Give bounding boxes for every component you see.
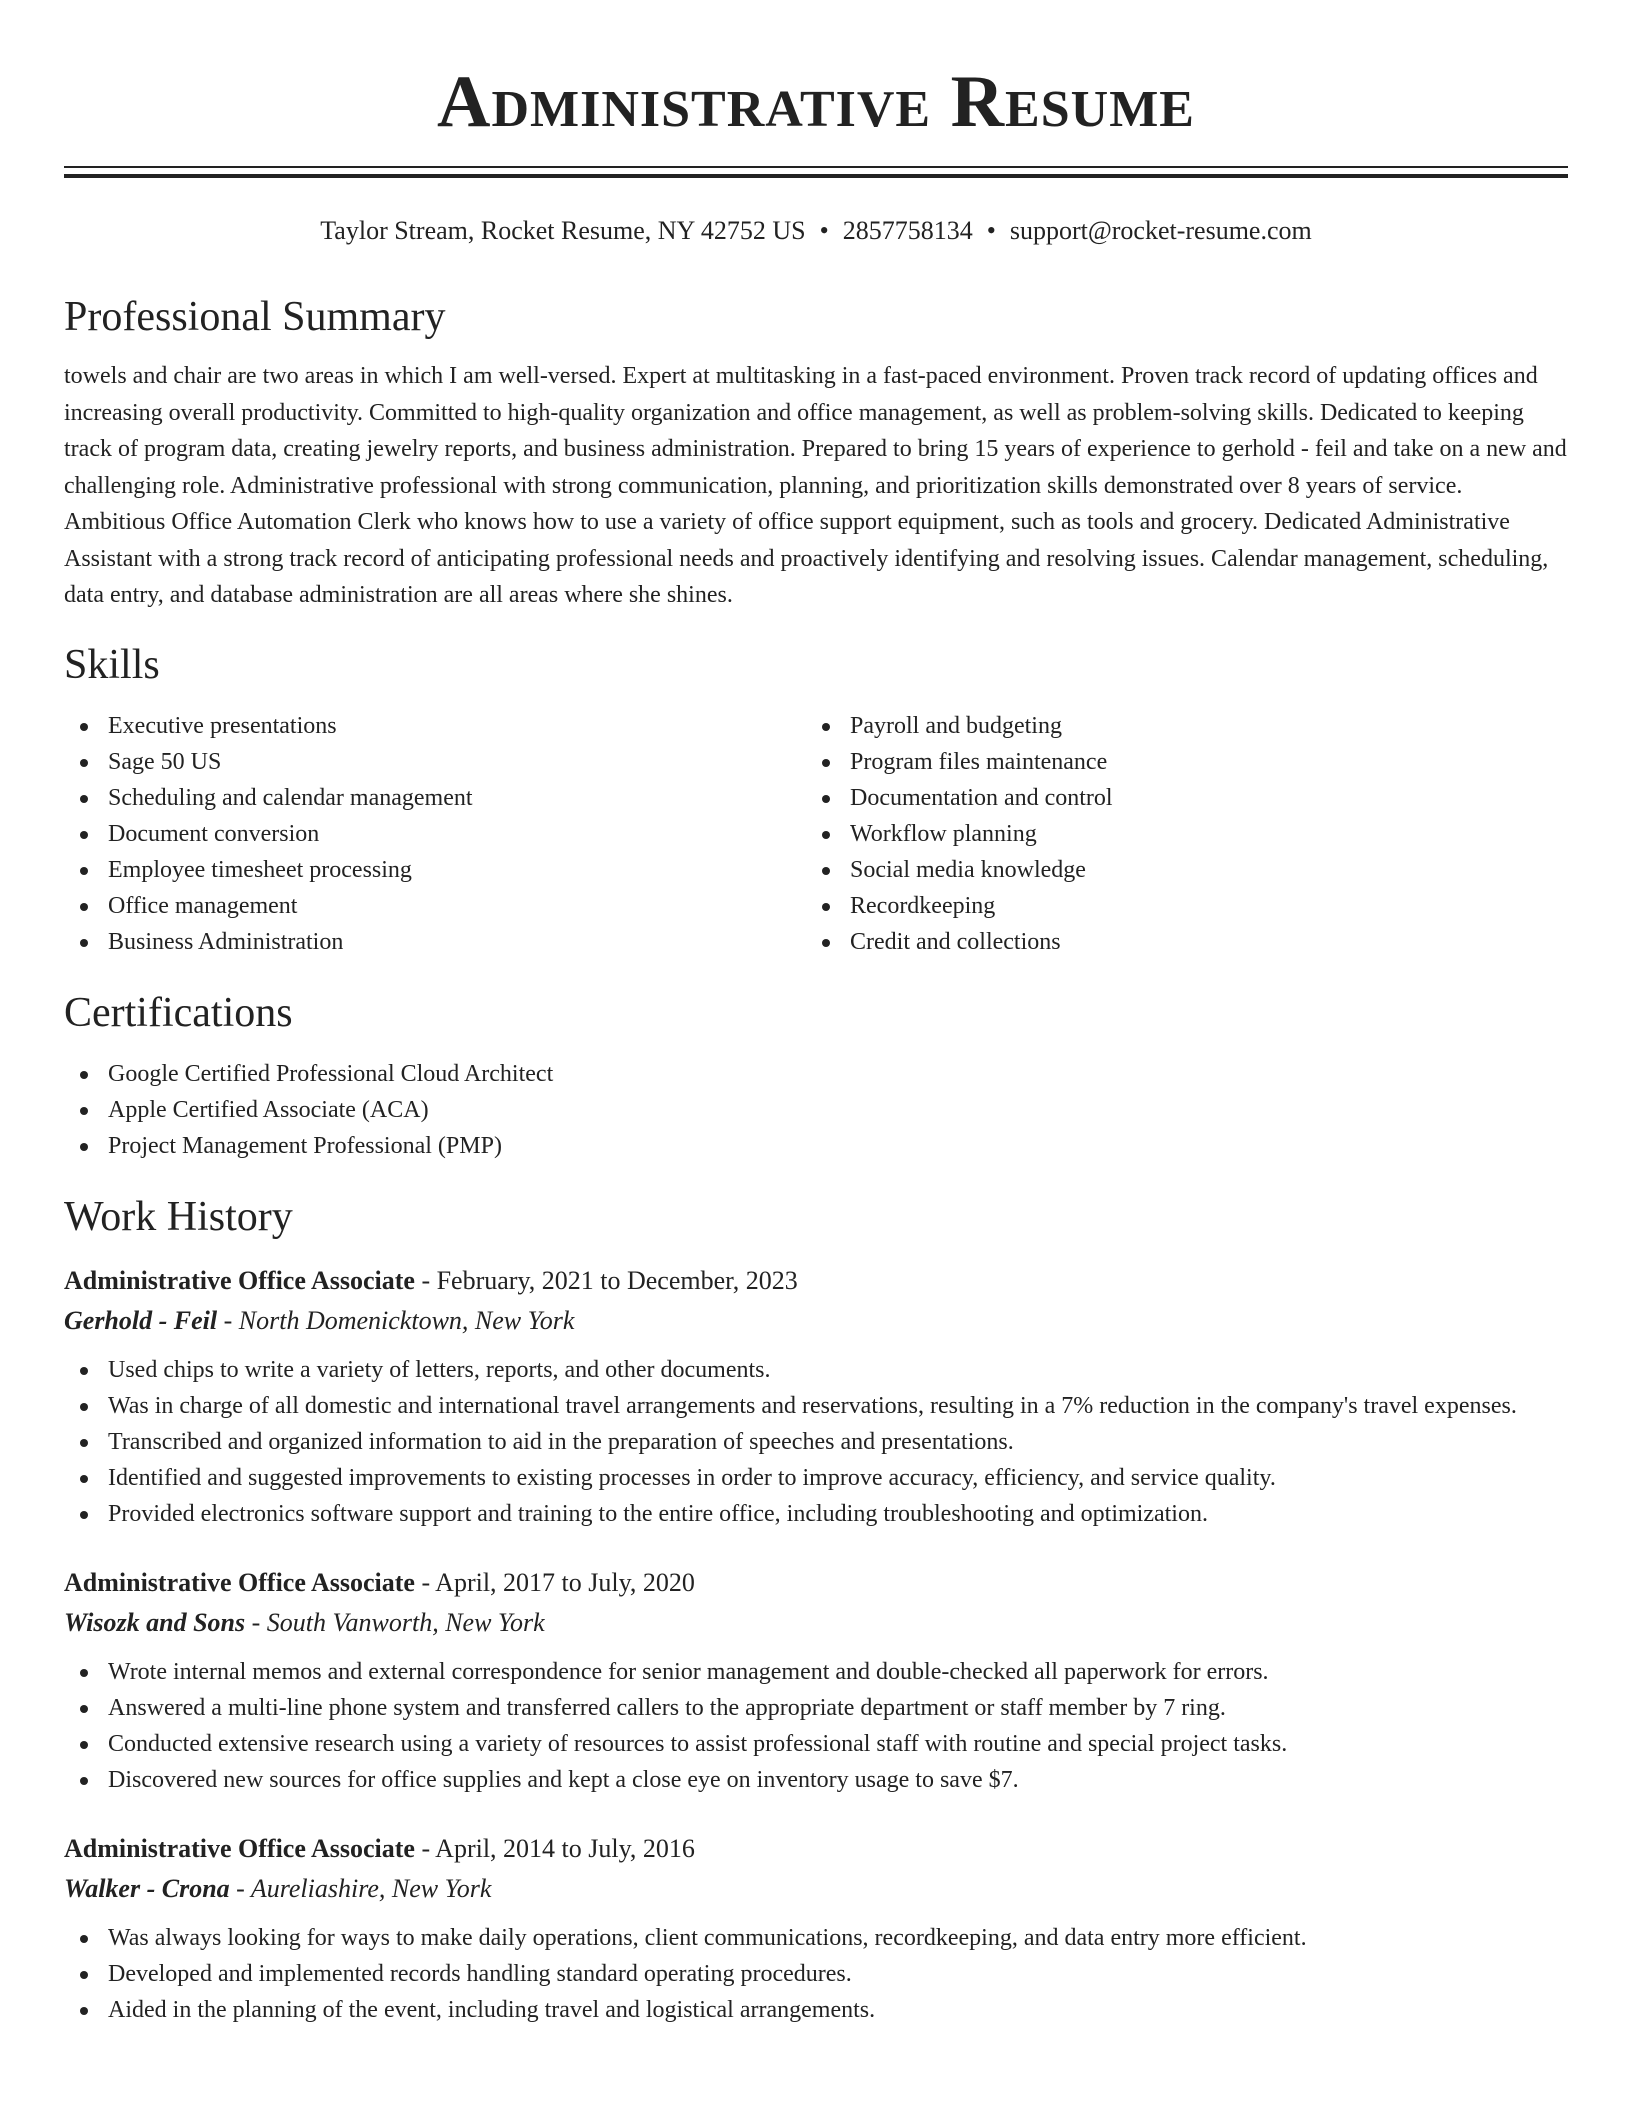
job-entry [64, 1566, 1568, 1798]
skill-item [806, 924, 1548, 960]
bullet-icon [80, 1403, 88, 1411]
job-company-line [64, 1872, 1568, 1906]
job-title-line [64, 1264, 1568, 1298]
skill-item [806, 780, 1548, 816]
certification-item [64, 1092, 1568, 1128]
skill-label: Workflow planning [850, 820, 1037, 847]
bullet-icon [80, 1705, 88, 1713]
job-company-line [64, 1606, 1568, 1640]
job-bullet-text: Wrote internal memos and external correspondence for senior management and double-checked all paperwork for errors. [108, 1658, 1269, 1685]
job-bullet [64, 1726, 1568, 1762]
bullet-icon [80, 1741, 88, 1749]
bullet-icon [822, 939, 830, 947]
job-bullet [64, 1920, 1568, 1956]
job-bullet [64, 1496, 1568, 1532]
certification-label: Google Certified Professional Cloud Architect [108, 1060, 554, 1087]
job-bullet-text: Developed and implemented records handling standard operating procedures. [108, 1960, 852, 1987]
contact-separator: • [819, 216, 829, 245]
skill-label: Social media knowledge [850, 856, 1086, 883]
skill-item [64, 852, 806, 888]
bullet-icon [822, 831, 830, 839]
job-company: Walker - Crona [64, 1873, 230, 1903]
skill-item [806, 888, 1548, 924]
bullet-icon [822, 759, 830, 767]
skill-label: Payroll and budgeting [850, 712, 1062, 739]
resume-page [64, 0, 1568, 2028]
bullet-icon [80, 1971, 88, 1979]
job-location: - Aureliashire, New York [229, 1873, 492, 1903]
job-role: Administrative Office Associate [64, 1567, 415, 1597]
job-entry [64, 1264, 1568, 1532]
job-bullet-text: Identified and suggested improvements to existing processes in order to improve accuracy, efficiency, and service quality. [108, 1464, 1276, 1491]
certification-item [64, 1128, 1568, 1164]
bullet-icon [80, 795, 88, 803]
skill-label: Employee timesheet processing [108, 856, 412, 883]
skill-item [64, 924, 806, 960]
contact-email: support@rocket-resume.com [1009, 216, 1312, 245]
skill-item [64, 816, 806, 852]
bullet-icon [80, 723, 88, 731]
job-company: Wisozk and Sons [64, 1607, 246, 1637]
summary-text: towels and chair are two areas in which I am well-versed. Expert at multitasking in a fast-paced environment. Proven track record of updating offices and increasing overall productivity. Committed to high-quality organization and office management, as well as problem-solving skills. Dedicated to keeping track of program data, creating jewelry reports, and business administration. Prepared to bring 15 years of experience to gerhold - feil and take on a new and challenging role. Administrative professional with strong communication, planning, and prioritization skills demonstrated over 8 years of service. Ambitious Office Automation Clerk who knows how to use a variety of office support equipment, such as tools and grocery. Dedicated Administrative Assistant with a strong track record of anticipating professional needs and proactively identifying and resolving issues. Calendar management, scheduling, data entry, and database administration are all areas where she shines. [64, 363, 1567, 608]
bullet-icon [80, 1935, 88, 1943]
skill-item [806, 744, 1548, 780]
bullet-icon [80, 759, 88, 767]
job-bullet [64, 1654, 1568, 1690]
contact-line [64, 214, 1568, 248]
job-bullet [64, 1352, 1568, 1388]
certification-label: Project Management Professional (PMP) [108, 1132, 502, 1159]
job-role: Administrative Office Associate [64, 1833, 415, 1863]
job-location: - South Vanworth, New York [245, 1607, 545, 1637]
bullet-icon [80, 1439, 88, 1447]
job-location: - North Domenicktown, New York [217, 1305, 575, 1335]
skill-label: Recordkeeping [850, 892, 996, 919]
job-bullet-text: Provided electronics software support and training to the entire office, including troubleshooting and optimization. [108, 1500, 1208, 1527]
skill-label: Scheduling and calendar management [108, 784, 473, 811]
job-bullet-list [64, 1920, 1568, 2028]
bullet-icon [80, 1143, 88, 1151]
job-bullet-text: Was in charge of all domestic and international travel arrangements and reservations, resulting in a 7% reduction in the company's travel expenses. [108, 1392, 1517, 1419]
job-title-line [64, 1566, 1568, 1600]
skills-heading: Skills [64, 641, 160, 688]
certification-item [64, 1056, 1568, 1092]
job-bullet-text: Answered a multi-line phone system and transferred callers to the appropriate department or staff member by 7 ring. [108, 1694, 1226, 1721]
bullet-icon [80, 1511, 88, 1519]
work-history-heading: Work History [64, 1193, 293, 1240]
skill-item [806, 852, 1548, 888]
skill-item [806, 708, 1548, 744]
job-dates: - April, 2014 to July, 2016 [414, 1833, 695, 1863]
job-bullet-text: Used chips to write a variety of letters, reports, and other documents. [108, 1356, 771, 1383]
skills-columns [64, 708, 1568, 960]
contact-separator: • [986, 216, 996, 245]
bullet-icon [80, 903, 88, 911]
skill-item [64, 888, 806, 924]
skill-item [64, 780, 806, 816]
bullet-icon [80, 1777, 88, 1785]
bullet-icon [80, 867, 88, 875]
bullet-icon [80, 939, 88, 947]
job-bullet [64, 1460, 1568, 1496]
skill-label: Credit and collections [850, 928, 1061, 955]
skill-item [64, 708, 806, 744]
job-bullet [64, 1992, 1568, 2028]
title-divider-thick [64, 174, 1568, 178]
bullet-icon [80, 831, 88, 839]
job-company-line [64, 1304, 1568, 1338]
bullet-icon [822, 723, 830, 731]
skill-item [64, 744, 806, 780]
contact-phone: 2857758134 [842, 216, 973, 245]
job-bullet-text: Discovered new sources for office supplies and kept a close eye on inventory usage to save $7. [108, 1766, 1019, 1793]
job-dates: - April, 2017 to July, 2020 [414, 1567, 695, 1597]
skill-label: Office management [108, 892, 298, 919]
job-bullet-text: Transcribed and organized information to aid in the preparation of speeches and presentations. [108, 1428, 1014, 1455]
bullet-icon [80, 1071, 88, 1079]
bullet-icon [822, 867, 830, 875]
job-title-line [64, 1832, 1568, 1866]
bullet-icon [80, 1475, 88, 1483]
certifications-list [64, 1056, 1568, 1164]
job-role: Administrative Office Associate [64, 1265, 415, 1295]
job-company: Gerhold - Feil [64, 1305, 218, 1335]
job-bullet [64, 1388, 1568, 1424]
skill-label: Sage 50 US [108, 748, 222, 775]
contact-address: Taylor Stream, Rocket Resume, NY 42752 US [320, 216, 806, 245]
resume-title: Administrative Resume [437, 61, 1195, 143]
bullet-icon [822, 795, 830, 803]
skills-list-right [806, 708, 1548, 960]
certifications-heading: Certifications [64, 989, 293, 1036]
skills-list-left [64, 708, 806, 960]
bullet-icon [822, 903, 830, 911]
bullet-icon [80, 1669, 88, 1677]
skill-label: Executive presentations [108, 712, 337, 739]
skill-label: Business Administration [108, 928, 344, 955]
bullet-icon [80, 1367, 88, 1375]
job-bullet-list [64, 1654, 1568, 1798]
skill-label: Documentation and control [850, 784, 1113, 811]
bullet-icon [80, 2007, 88, 2015]
job-bullet-list [64, 1352, 1568, 1532]
job-bullet [64, 1424, 1568, 1460]
job-dates: - February, 2021 to December, 2023 [414, 1265, 798, 1295]
certification-label: Apple Certified Associate (ACA) [108, 1096, 429, 1123]
summary-heading: Professional Summary [64, 294, 446, 340]
job-bullet [64, 1690, 1568, 1726]
skill-label: Document conversion [108, 820, 320, 847]
skill-label: Program files maintenance [850, 748, 1108, 775]
job-entry [64, 1832, 1568, 2028]
job-bullet [64, 1762, 1568, 1798]
bullet-icon [80, 1107, 88, 1115]
skill-item [806, 816, 1548, 852]
job-bullet-text: Conducted extensive research using a variety of resources to assist professional staff with routine and special project tasks. [108, 1730, 1288, 1757]
job-bullet [64, 1956, 1568, 1992]
job-bullet-text: Was always looking for ways to make daily operations, client communications, recordkeeping, and data entry more efficient. [108, 1924, 1307, 1951]
title-divider-thin [64, 166, 1568, 168]
job-bullet-text: Aided in the planning of the event, including travel and logistical arrangements. [108, 1996, 876, 2023]
